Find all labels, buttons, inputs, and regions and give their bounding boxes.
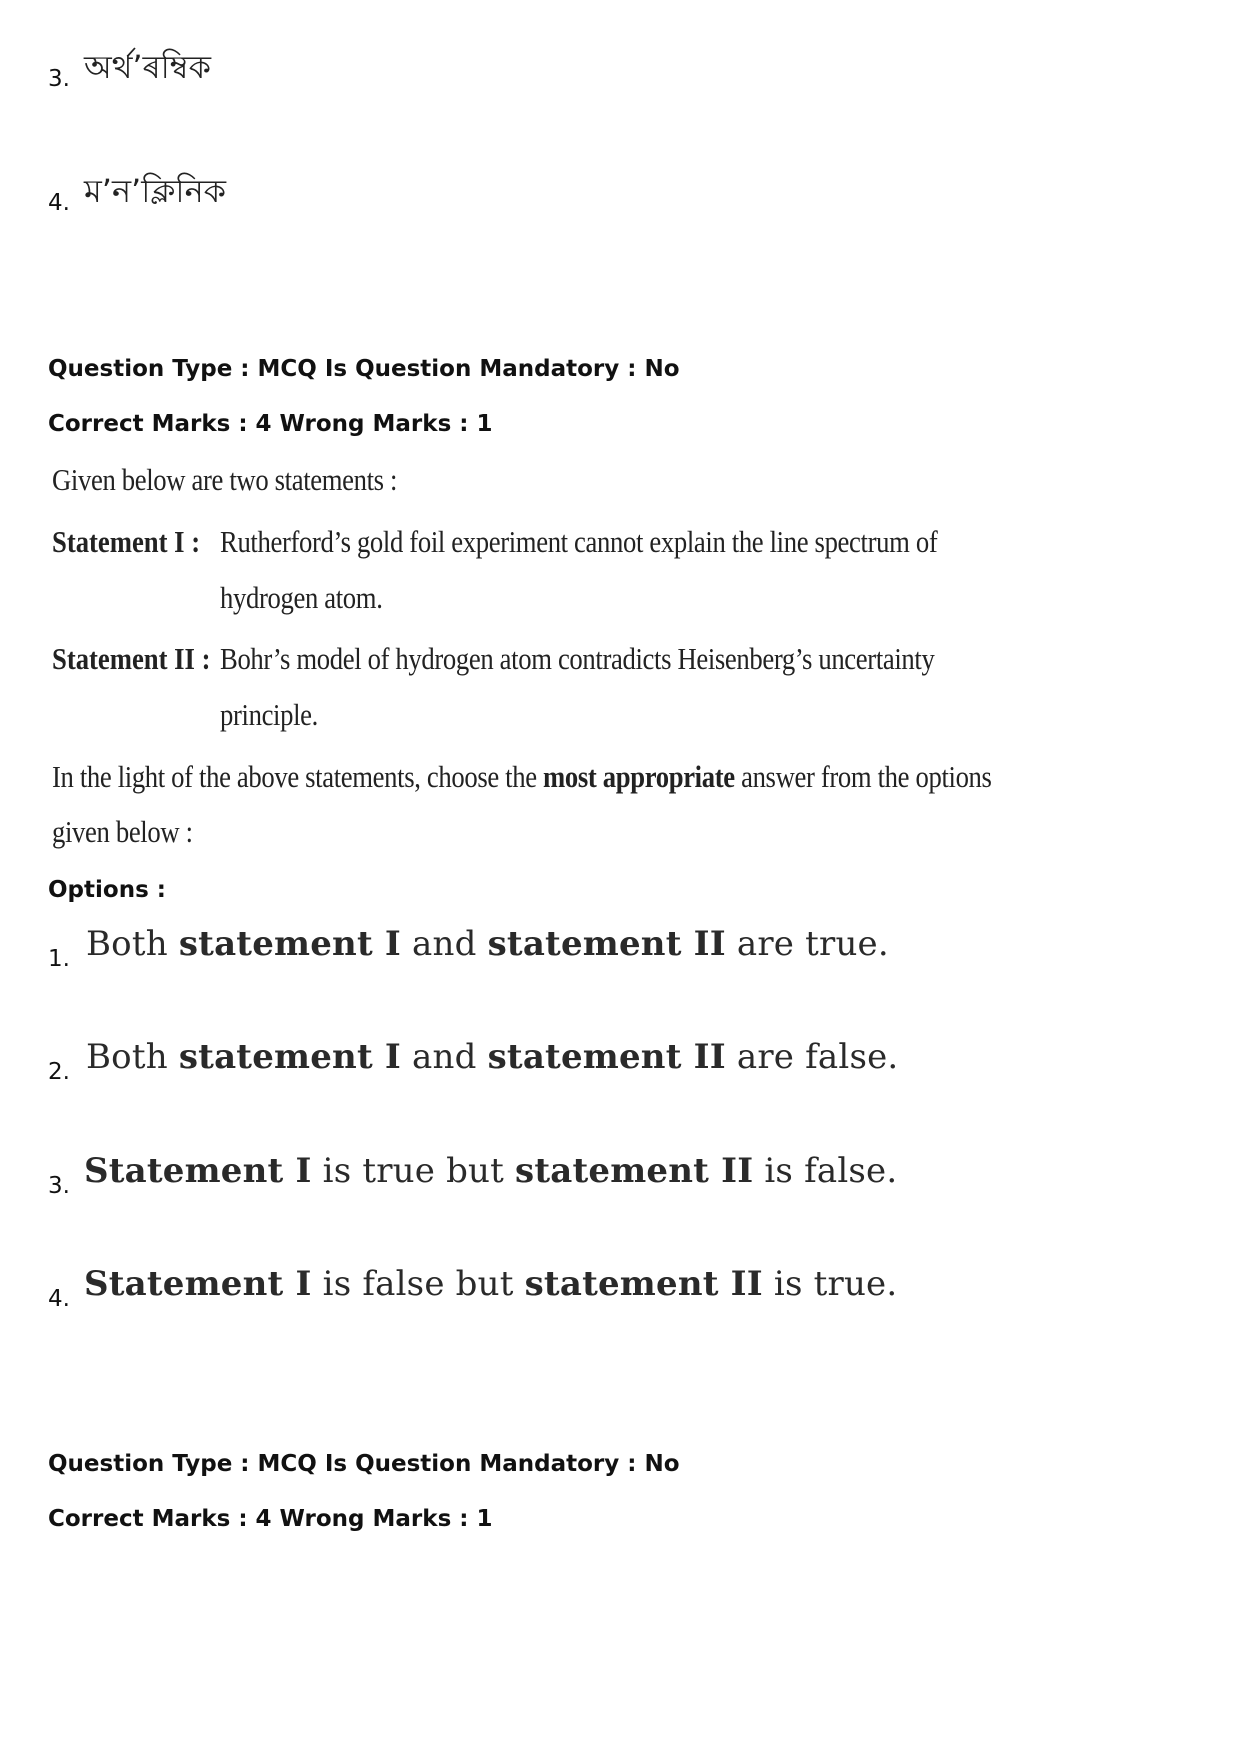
option-number: 3.	[48, 66, 70, 92]
option-1-text	[86, 924, 889, 964]
option-bold-part: statement II	[524, 1264, 763, 1304]
option-4-text	[84, 1264, 897, 1304]
option-text-part: and	[401, 924, 488, 964]
statement-2-text: Bohr’s model of hydrogen atom contradicts Heisenberg’s uncertainty	[220, 641, 935, 676]
option-2-text	[86, 1037, 898, 1077]
option-bold-part: Statement I	[84, 1151, 312, 1191]
option-number: 4.	[48, 1286, 70, 1312]
instruction-line	[52, 759, 992, 795]
option-text: ম’ন’ক্লিনিক	[84, 172, 227, 210]
instruction-pre: In the light of the above statements, choose the	[52, 759, 544, 794]
option-bold-part: statement II	[515, 1151, 754, 1191]
option-text-part: and	[401, 1037, 488, 1077]
question-type-line: Question Type : MCQ Is Question Mandatory : No	[48, 1451, 680, 1477]
statement-1-text-cont: hydrogen atom.	[220, 580, 383, 615]
option-text: অৰ্থ’ৰম্বিক	[84, 48, 212, 86]
option-text-part: are false.	[725, 1037, 899, 1077]
option-number: 1.	[48, 946, 70, 972]
instruction-post: answer from the options	[734, 759, 992, 794]
marks-line: Correct Marks : 4 Wrong Marks : 1	[48, 1506, 493, 1532]
statement-1-text: Rutherford’s gold foil experiment cannot explain the line spectrum of	[220, 524, 938, 559]
option-bold-part: statement I	[178, 924, 402, 964]
option-bold-part: statement I	[178, 1037, 402, 1077]
option-number: 2.	[48, 1059, 70, 1085]
options-label: Options :	[48, 877, 166, 903]
option-bold-part: Statement I	[84, 1264, 312, 1304]
instruction-bold: most appropriate	[543, 759, 735, 794]
option-text-part: are true.	[725, 924, 889, 964]
option-number: 3.	[48, 1173, 70, 1199]
statement-2-text-cont: principle.	[220, 697, 318, 732]
option-text-part: is false but	[311, 1264, 525, 1304]
instruction-line-2: given below :	[52, 814, 193, 849]
option-bold-part: statement II	[487, 924, 726, 964]
option-number: 4.	[48, 190, 70, 216]
marks-line: Correct Marks : 4 Wrong Marks : 1	[48, 411, 493, 437]
question-intro: Given below are two statements :	[52, 462, 398, 497]
option-text-part: Both	[86, 1037, 179, 1077]
option-text-part: is true but	[311, 1151, 516, 1191]
option-bold-part: statement II	[487, 1037, 726, 1077]
statement-1-label: Statement I :	[52, 524, 201, 559]
option-text-part: Both	[86, 924, 179, 964]
statement-2-label: Statement II :	[52, 641, 211, 676]
option-3-text	[84, 1151, 897, 1191]
option-text-part: is true.	[762, 1264, 898, 1304]
option-text-part: is false.	[753, 1151, 898, 1191]
question-type-line: Question Type : MCQ Is Question Mandatory : No	[48, 356, 680, 382]
